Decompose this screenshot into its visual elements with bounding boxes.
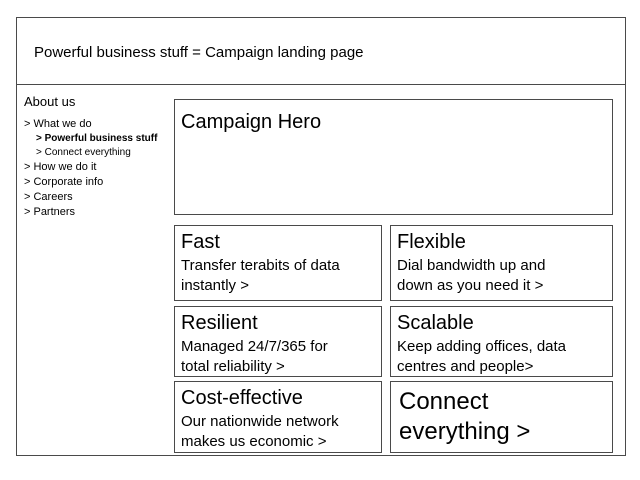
hero-title: Campaign Hero: [181, 111, 322, 133]
card-description: [181, 256, 340, 296]
card-line: Our nationwide network: [181, 413, 339, 430]
feature-card-scalable[interactable]: [390, 306, 613, 377]
sidebar-item-careers[interactable]: > Careers: [24, 191, 73, 203]
sidebar-heading[interactable]: About us: [24, 94, 76, 109]
card-description: [181, 412, 339, 452]
card-link-line: total reliability >: [181, 358, 285, 375]
cta-label: [399, 387, 530, 447]
feature-card-resilient[interactable]: [174, 306, 382, 377]
card-link-line: instantly >: [181, 277, 249, 294]
feature-card-fast[interactable]: [174, 225, 382, 301]
sidebar-item-how-we-do-it[interactable]: > How we do it: [24, 161, 97, 173]
card-line: Keep adding offices, data: [397, 338, 567, 355]
sidebar-nav: [24, 94, 174, 220]
card-description: [397, 256, 545, 296]
cta-link-line: everything >: [399, 418, 531, 445]
sidebar-item-partners[interactable]: > Partners: [24, 206, 76, 218]
card-link-line: down as you need it >: [397, 277, 544, 294]
connect-everything-cta[interactable]: [390, 381, 613, 453]
card-link-line: makes us economic >: [181, 433, 327, 450]
sidebar-item-what-we-do[interactable]: > What we do: [24, 118, 92, 130]
card-title: Cost-effective: [181, 387, 303, 409]
page-title: Powerful business stuff = Campaign landing page: [34, 44, 364, 61]
sidebar-item-corporate-info[interactable]: > Corporate info: [24, 176, 104, 188]
card-title: Scalable: [397, 312, 474, 334]
card-line: Transfer terabits of data: [181, 257, 340, 274]
sidebar-item-powerful-business-stuff[interactable]: > Powerful business stuff: [36, 133, 158, 144]
card-title: Fast: [181, 231, 220, 253]
page-header: [17, 18, 625, 85]
card-link-line: centres and people>: [397, 358, 534, 375]
feature-card-cost-effective[interactable]: [174, 381, 382, 453]
card-title: Flexible: [397, 231, 466, 253]
campaign-hero[interactable]: [174, 99, 613, 215]
card-line: Managed 24/7/365 for: [181, 338, 328, 355]
feature-card-flexible[interactable]: [390, 225, 613, 301]
card-line: Dial bandwidth up and: [397, 257, 546, 274]
sidebar-item-connect-everything[interactable]: > Connect everything: [36, 147, 131, 158]
card-description: [181, 337, 328, 377]
wireframe-frame: [16, 17, 626, 456]
cta-line: Connect: [399, 388, 489, 415]
card-title: Resilient: [181, 312, 258, 334]
card-description: [397, 337, 566, 377]
